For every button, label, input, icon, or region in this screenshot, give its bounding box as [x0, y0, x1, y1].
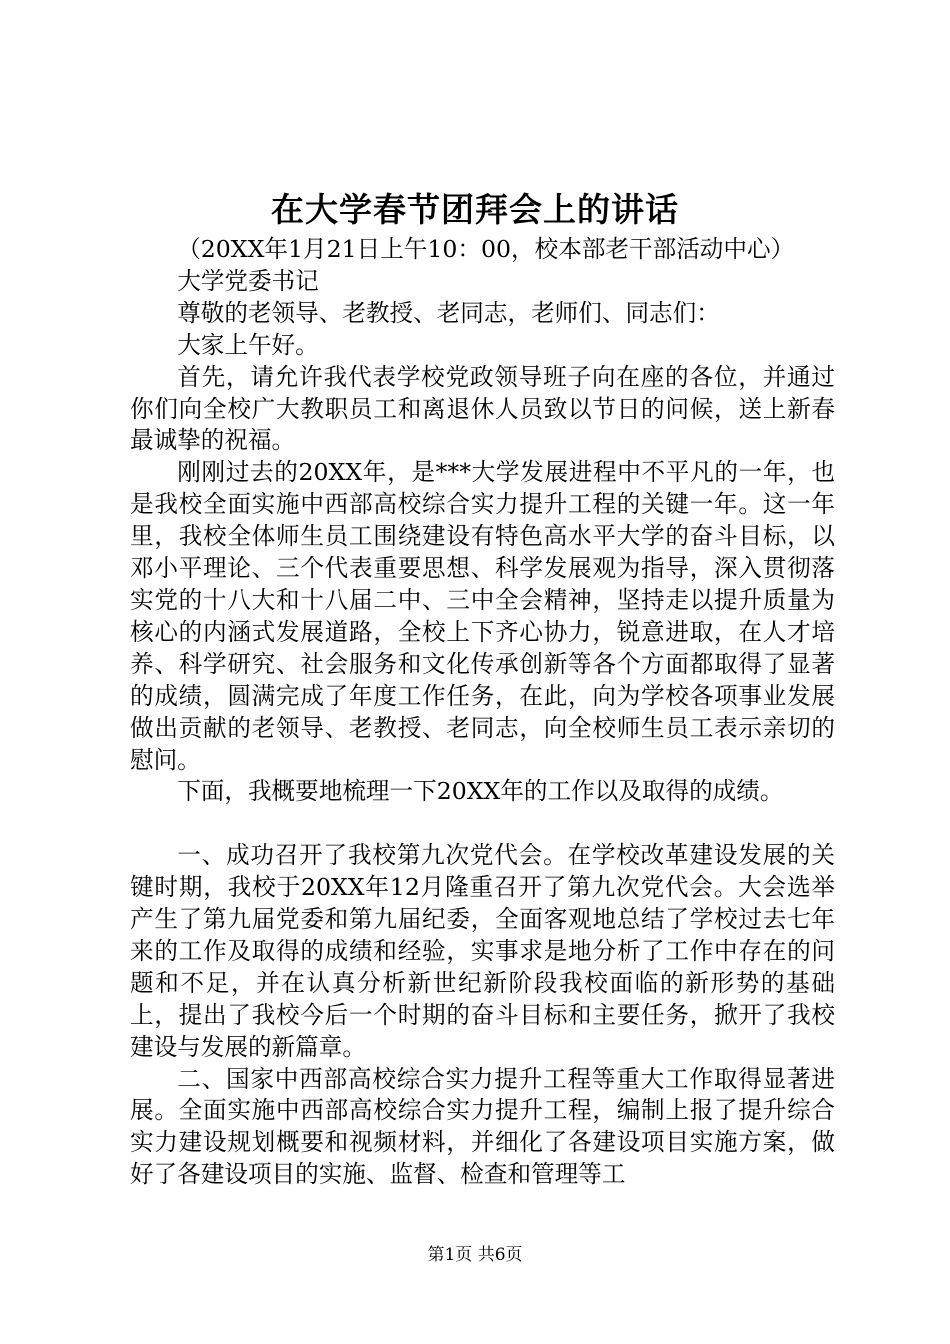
body-paragraph: 下面，我概要地梳理一下20XX年的工作以及取得的成绩。: [177, 777, 784, 806]
body-paragraph: 一、成功召开了我校第九次党代会。在学校改革建设发展的关键时期，我校于20XX年12月隆重召开了第九次党代会。大会选举产生了第九届党委和第九届纪委，全面客观地总结了学校过去七年来的工作及取得的成绩和经验，实事求是地分析了工作中存在的问题和不足，并在认真分析新世纪新阶段我校面临的新形势的基础上，提出了我校今后一个时期的奋斗目标和主要任务，掀开了我校建设与发展的新篇章。: [130, 841, 835, 1061]
salutation-paragraph: 尊敬的老领导、老教授、老同志，老师们、同志们：: [177, 298, 720, 327]
page-number-footer: 第1页 共6页: [427, 1245, 523, 1265]
greeting-paragraph: 大家上午好。: [177, 330, 319, 359]
speaker-line: 大学党委书记: [177, 266, 319, 295]
document-title: 在大学春节团拜会上的讲话: [271, 190, 679, 229]
blank-line: [130, 808, 835, 840]
body-paragraph: 刚刚过去的20XX年，是***大学发展进程中不平凡的一年，也是我校全面实施中西部高校综合实力提升工程的关键一年。这一年里，我校全体师生员工围绕建设有特色高水平大学的奋斗目标，以邓小平理论、三个代表重要思想、科学发展观为指导，深入贯彻落实党的十八大和十八届二中、三中全会精神，坚持走以提升质量为核心的内涵式发展道路，全校上下齐心协力，锐意进取，在人才培养、科学研究、社会服务和文化传承创新等各个方面都取得了显著的成绩，圆满完成了年度工作任务，在此，向为学校各项事业发展做出贡献的老领导、老教授、老同志，向全校师生员工表示亲切的慰问。: [130, 458, 835, 774]
body-paragraph: 二、国家中西部高校综合实力提升工程等重大工作取得显著进展。全面实施中西部高校综合实力提升工程，编制上报了提升综合实力建设规划概要和视频材料，并细化了各建设项目实施方案，做好了各建设项目的实施、监督、检查和管理等工: [130, 1064, 835, 1189]
body-paragraph: 首先，请允许我代表学校党政领导班子向在座的各位，并通过你们向全校广大教职员工和离退休人员致以节日的问候，送上新春最诚挚的祝福。: [130, 362, 835, 455]
date-location-paragraph: （20XX年1月21日上午10：00，校本部老干部活动中心）: [177, 235, 795, 263]
document-body: [130, 234, 835, 1191]
